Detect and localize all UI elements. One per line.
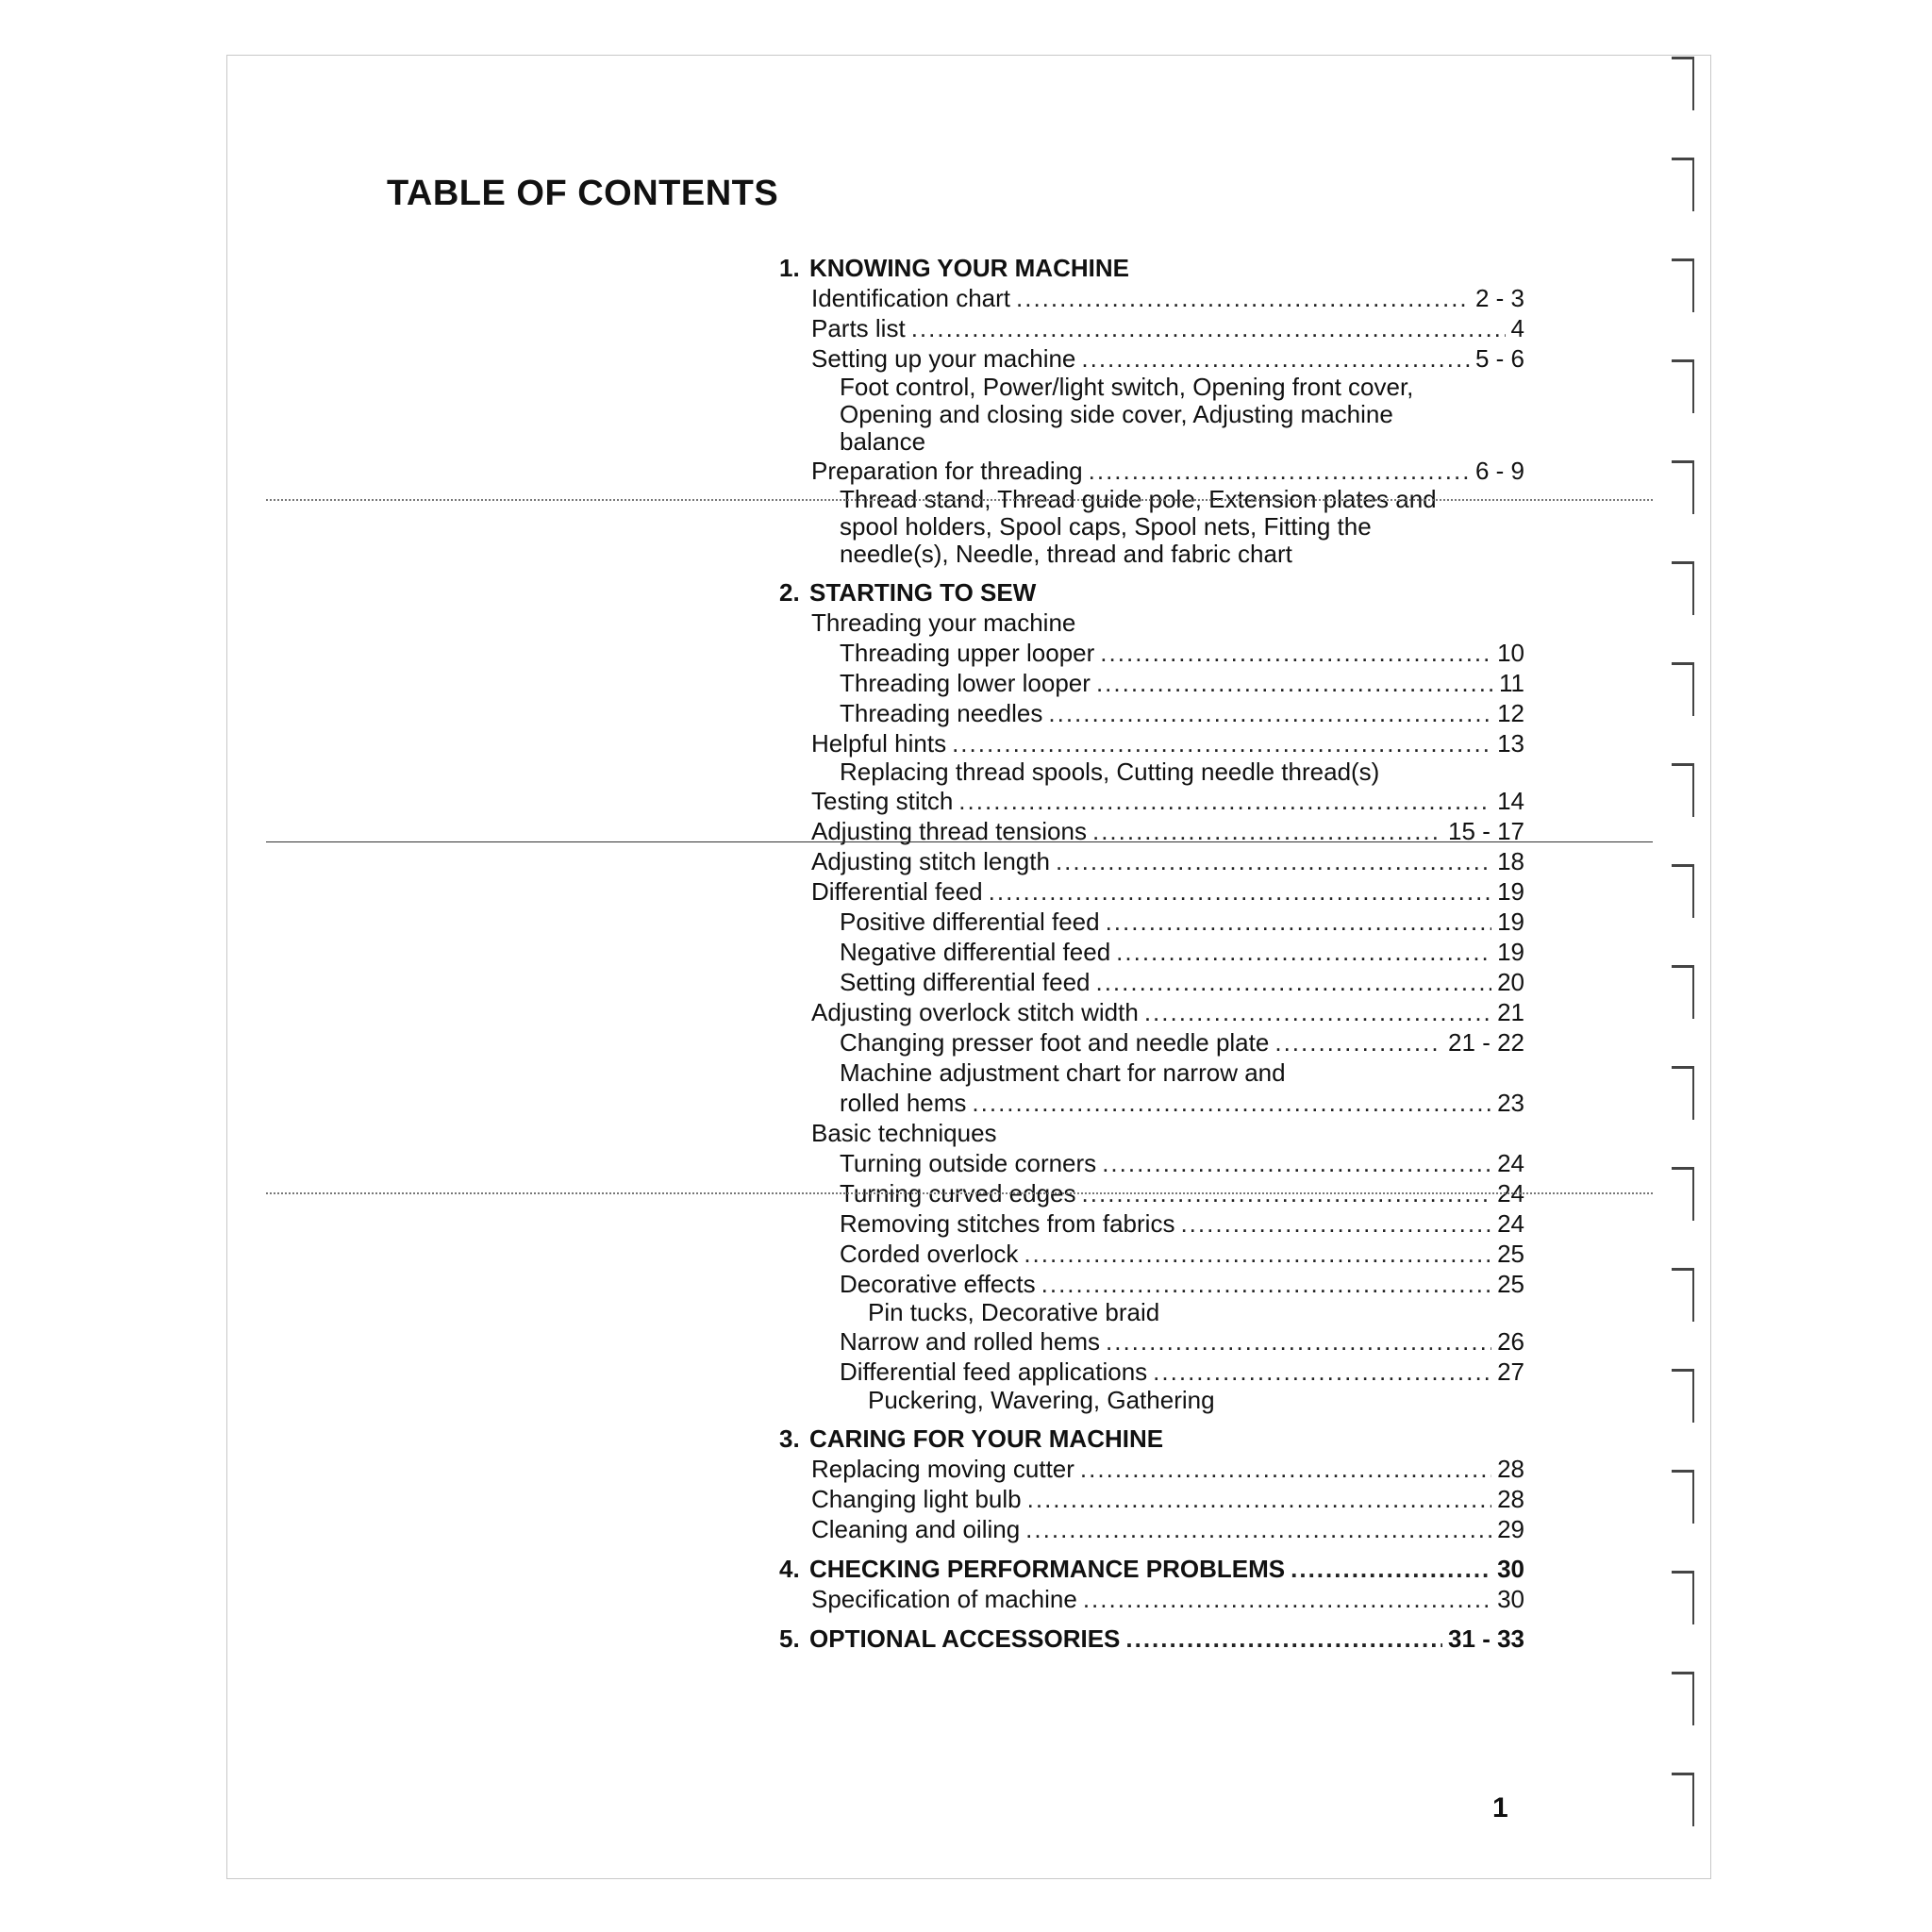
- section-heading[interactable]: [779, 1424, 1524, 1454]
- tab-marker: [1672, 1167, 1694, 1221]
- page-ref: 6 - 9: [1474, 457, 1524, 485]
- tab-marker: [1672, 1268, 1694, 1322]
- section-title: CARING FOR YOUR MACHINE: [809, 1424, 1164, 1453]
- dot-leader: [1144, 997, 1491, 1027]
- section-title: KNOWING YOUR MACHINE: [809, 254, 1129, 282]
- toc-entry[interactable]: Threading needles ..... 12: [779, 698, 1524, 728]
- dot-leader: [1025, 1514, 1491, 1544]
- toc-entry[interactable]: Specification of machine ..... 30: [779, 1584, 1524, 1614]
- tab-marker: [1672, 57, 1694, 110]
- dot-leader: [1106, 1326, 1491, 1357]
- dot-leader: [911, 313, 1506, 343]
- toc-entry[interactable]: Setting differential feed ..... 20: [779, 967, 1524, 997]
- page-ref: 18: [1497, 847, 1524, 875]
- tab-marker: [1672, 258, 1694, 312]
- tab-marker: [1672, 965, 1694, 1019]
- section-heading[interactable]: [779, 253, 1524, 283]
- entry-description: Replacing thread spools, Cutting needle thread(s): [840, 758, 1380, 786]
- page-ref: 26: [1497, 1327, 1524, 1356]
- section-heading[interactable]: [779, 1624, 1524, 1654]
- toc-entry[interactable]: Removing stitches from fabrics ..... 24: [779, 1208, 1524, 1239]
- toc-entry[interactable]: rolled hems ..... 23: [779, 1088, 1524, 1118]
- dot-leader: [1089, 456, 1470, 486]
- scan-rule: [266, 1192, 1653, 1194]
- section-number: 5.: [779, 1624, 800, 1653]
- dot-leader: [1153, 1357, 1491, 1387]
- section-title: OPTIONAL ACCESSORIES: [809, 1624, 1121, 1653]
- page-ref: 25: [1497, 1270, 1524, 1298]
- page-ref: 4: [1510, 314, 1524, 342]
- section-number: 2.: [779, 578, 800, 607]
- entry-description: Thread stand, Thread guide pole, Extension plates and spool holders, Spool caps, Spool nets, Fitting the needle(s), Needle, thread and fabric chart: [840, 485, 1437, 568]
- toc-entry[interactable]: Cleaning and oiling ..... 29: [779, 1514, 1524, 1544]
- tab-marker: [1672, 158, 1694, 211]
- table-of-contents: [779, 253, 1524, 1654]
- dot-leader: [1102, 1148, 1491, 1178]
- dot-leader: [1048, 698, 1491, 728]
- tab-marker: [1672, 864, 1694, 918]
- page-number: 1: [1492, 1792, 1508, 1824]
- page-ref: 29: [1497, 1515, 1524, 1543]
- dot-leader: [972, 1088, 1491, 1118]
- toc-entry[interactable]: Identification chart ..... 2 - 3: [779, 283, 1524, 313]
- toc-entry[interactable]: Differential feed ..... 19: [779, 876, 1524, 907]
- page-ref: 24: [1497, 1149, 1524, 1177]
- toc-entry[interactable]: Changing presser foot and needle plate ..... 21 - 22: [779, 1027, 1524, 1058]
- page-ref: 15 - 17: [1448, 817, 1524, 845]
- toc-entry[interactable]: Adjusting overlock stitch width ..... 21: [779, 997, 1524, 1027]
- page-ref: 19: [1497, 877, 1524, 906]
- dot-leader: [1291, 1554, 1491, 1584]
- dot-leader: [1106, 907, 1492, 937]
- tab-marker: [1672, 1470, 1694, 1524]
- page-ref: 24: [1497, 1209, 1524, 1238]
- toc-entry[interactable]: Decorative effects ..... 25: [779, 1269, 1524, 1299]
- tab-marker: [1672, 561, 1694, 615]
- entry-description: Foot control, Power/light switch, Opening front cover, Opening and closing side cover, Adjusting machine balance: [840, 373, 1414, 456]
- toc-entry[interactable]: Threading upper looper ..... 10: [779, 638, 1524, 668]
- entry-description: Pin tucks, Decorative braid: [868, 1298, 1160, 1326]
- dot-leader: [1027, 1484, 1491, 1514]
- tab-marker: [1672, 763, 1694, 817]
- page-ref: 27: [1497, 1357, 1524, 1386]
- dot-leader: [952, 728, 1491, 758]
- tab-marker: [1672, 1369, 1694, 1423]
- dot-leader: [1096, 668, 1493, 698]
- toc-entry[interactable]: Helpful hints ..... 13: [779, 728, 1524, 758]
- dot-leader: [1180, 1208, 1491, 1239]
- tab-marker: [1672, 359, 1694, 413]
- toc-entry[interactable]: Setting up your machine ..... 5 - 6: [779, 343, 1524, 374]
- dot-leader: [1095, 967, 1491, 997]
- dot-leader: [1274, 1027, 1442, 1058]
- toc-subheading[interactable]: Threading your machine: [811, 608, 1076, 637]
- page-ref: 21: [1497, 998, 1524, 1026]
- toc-entry[interactable]: Threading lower looper ..... 11: [779, 668, 1524, 698]
- page-ref: 30: [1497, 1585, 1524, 1613]
- tab-markers: [1672, 57, 1700, 1877]
- page-ref: 31 - 33: [1448, 1624, 1524, 1653]
- dot-leader: [1041, 1269, 1491, 1299]
- toc-subheading[interactable]: Basic techniques: [811, 1119, 997, 1147]
- section-number: 3.: [779, 1424, 800, 1453]
- toc-entry[interactable]: Preparation for threading ..... 6 - 9: [779, 456, 1524, 486]
- page-ref: 19: [1497, 938, 1524, 966]
- page-ref: 14: [1497, 787, 1524, 815]
- section-title: CHECKING PERFORMANCE PROBLEMS: [809, 1555, 1286, 1583]
- page-ref: 30: [1497, 1555, 1524, 1583]
- scan-rule: [266, 841, 1653, 842]
- dot-leader: [1024, 1239, 1491, 1269]
- page-ref: 21 - 22: [1448, 1028, 1524, 1057]
- toc-entry[interactable]: Positive differential feed ..... 19: [779, 907, 1524, 937]
- page-ref: 5 - 6: [1474, 344, 1524, 373]
- page-ref: 20: [1497, 968, 1524, 996]
- toc-entry[interactable]: Changing light bulb ..... 28: [779, 1484, 1524, 1514]
- section-title: STARTING TO SEW: [809, 578, 1037, 607]
- dot-leader: [1081, 343, 1470, 374]
- dot-leader: [1125, 1624, 1442, 1654]
- toc-entry[interactable]: Corded overlock ..... 25: [779, 1239, 1524, 1269]
- tab-marker: [1672, 662, 1694, 716]
- page-ref: 2 - 3: [1474, 284, 1524, 312]
- toc-entry[interactable]: Testing stitch ..... 14: [779, 786, 1524, 816]
- toc-entry[interactable]: Parts list ..... 4: [779, 313, 1524, 343]
- section-heading[interactable]: [779, 577, 1524, 608]
- tab-marker: [1672, 1773, 1694, 1826]
- page-ref: 11: [1499, 669, 1524, 697]
- toc-entry[interactable]: Negative differential feed ..... 19: [779, 937, 1524, 967]
- section-number: 4.: [779, 1555, 800, 1583]
- page-ref: 12: [1497, 699, 1524, 727]
- section-number: 1.: [779, 254, 800, 282]
- page-ref: 13: [1497, 729, 1524, 758]
- dot-leader: [1016, 283, 1470, 313]
- dot-leader: [1100, 638, 1491, 668]
- toc-entry[interactable]: Turning curved edges ..... 24: [779, 1178, 1524, 1208]
- toc-entry[interactable]: Narrow and rolled hems ..... 26: [779, 1326, 1524, 1357]
- dot-leader: [1116, 937, 1491, 967]
- page-title: TABLE OF CONTENTS: [387, 174, 779, 213]
- toc-entry[interactable]: Turning outside corners ..... 24: [779, 1148, 1524, 1178]
- page-ref: 28: [1497, 1455, 1524, 1483]
- dot-leader: [1056, 846, 1491, 876]
- entry-description: Puckering, Wavering, Gathering: [868, 1386, 1215, 1414]
- page-ref: 24: [1497, 1179, 1524, 1208]
- tab-marker: [1672, 1571, 1694, 1624]
- tab-marker: [1672, 460, 1694, 514]
- page-ref: 25: [1497, 1240, 1524, 1268]
- tab-marker: [1672, 1066, 1694, 1120]
- section-heading[interactable]: [779, 1554, 1524, 1584]
- toc-entry-line1[interactable]: Machine adjustment chart for narrow and: [840, 1058, 1286, 1087]
- dot-leader: [989, 876, 1491, 907]
- page-ref: 10: [1497, 639, 1524, 667]
- page-ref: 19: [1497, 908, 1524, 936]
- toc-entry[interactable]: Differential feed applications ..... 27: [779, 1357, 1524, 1387]
- tab-marker: [1672, 1672, 1694, 1725]
- dot-leader: [958, 786, 1491, 816]
- toc-entry[interactable]: Adjusting stitch length ..... 18: [779, 846, 1524, 876]
- toc-entry[interactable]: Adjusting thread tensions ..... 15 - 17: [779, 816, 1524, 846]
- page-ref: 28: [1497, 1485, 1524, 1513]
- page-ref: 23: [1497, 1089, 1524, 1117]
- dot-leader: [1083, 1584, 1491, 1614]
- dot-leader: [1080, 1454, 1491, 1484]
- scan-rule: [266, 499, 1653, 501]
- toc-entry[interactable]: Replacing moving cutter ..... 28: [779, 1454, 1524, 1484]
